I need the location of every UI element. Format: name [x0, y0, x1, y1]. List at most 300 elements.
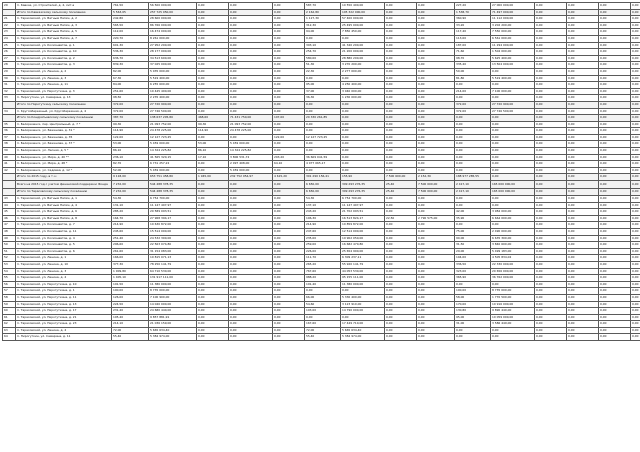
table-row	[3, 29, 640, 36]
value-cell: 0,00	[417, 62, 455, 69]
value-cell: 0,00	[273, 42, 305, 49]
value-cell: 0,00	[417, 235, 455, 242]
value-cell: 2 417,10	[455, 189, 491, 196]
value-cell: 14 790 000,00	[341, 308, 385, 315]
row-number-cell: 38	[3, 141, 16, 148]
value-cell: 0,00	[631, 215, 640, 222]
value-cell: 105 322 000,00	[341, 9, 385, 16]
value-cell: 0,00	[599, 228, 631, 235]
value-cell: 7 500 000,00	[417, 181, 455, 189]
value-cell: 0,00	[273, 189, 305, 196]
value-cell: 0,00	[197, 22, 229, 29]
value-cell: 16 513 824,17	[341, 215, 385, 222]
value-cell: 31,50	[455, 242, 491, 249]
value-cell: 1 538,70	[455, 9, 491, 16]
value-cell: 0,00	[567, 248, 599, 255]
value-cell: 21 200 000,00	[341, 49, 385, 56]
value-cell: 0,00	[273, 294, 305, 301]
value-cell: 0,00	[417, 294, 455, 301]
value-cell: 0,00	[567, 148, 599, 155]
row-number-cell: 29	[3, 68, 16, 75]
value-cell: 0,00	[305, 121, 341, 128]
value-cell: 104,00	[455, 255, 491, 262]
value-cell: 9 890 440,00	[491, 308, 535, 315]
value-cell: 0,00	[455, 222, 491, 229]
value-cell: 10 550 400,00	[341, 3, 385, 10]
value-cell: 0,00	[455, 196, 491, 203]
value-cell: 0,00	[631, 261, 640, 268]
value-cell: 86,10	[197, 148, 229, 155]
value-cell: 0,00	[535, 167, 567, 174]
value-cell: 170,00	[455, 301, 491, 308]
value-cell: 0,00	[385, 327, 417, 334]
value-cell: 0,00	[197, 181, 229, 189]
value-cell: 0,00	[341, 134, 385, 141]
address-cell: п. Тарасовский, ул. Космонавтов, д. 7	[16, 222, 112, 229]
value-cell: 0,00	[455, 327, 491, 334]
value-cell: 0,00	[229, 314, 273, 321]
value-cell: 2 790 575,00	[417, 215, 455, 222]
value-cell: 0,00	[535, 95, 567, 102]
value-cell: 6 650,00	[305, 189, 341, 196]
value-cell: 0,00	[599, 255, 631, 262]
address-cell: п. Тарасовский, ул. Космонавтов, д. 11	[16, 228, 112, 235]
value-cell: 6 309 237,11	[341, 255, 385, 262]
value-cell: 2 277 000,00	[341, 68, 385, 75]
row-number-cell: 31	[3, 82, 16, 89]
value-cell: 0,00	[599, 101, 631, 108]
value-cell: 0,00	[599, 248, 631, 255]
value-cell: 137,10	[305, 202, 341, 209]
value-cell: 0,00	[273, 75, 305, 82]
value-cell: 0,00	[455, 128, 491, 135]
value-cell: 0,00	[417, 49, 455, 56]
value-cell: 0,00	[535, 261, 567, 268]
value-cell: 0,00	[341, 167, 385, 174]
value-cell: 0,00	[535, 174, 567, 181]
value-cell: 12 127 723,25	[149, 134, 197, 141]
value-cell: 0,00	[385, 49, 417, 56]
address-cell: Итого по 2015 году, в т.ч.:	[16, 174, 112, 181]
address-cell: п. Белореченск, ул. Баженова, д. 37 *	[16, 141, 112, 148]
value-cell: 0,00	[385, 308, 417, 315]
value-cell: 0,00	[535, 301, 567, 308]
value-cell: 0,00	[535, 161, 567, 168]
value-cell: 0,00	[567, 215, 599, 222]
value-cell: 0,00	[631, 88, 640, 95]
value-cell: 0,00	[273, 148, 305, 155]
value-cell: 21 702 093,51	[341, 209, 385, 216]
value-cell: 365,90	[455, 275, 491, 282]
value-cell: 0,00	[229, 22, 273, 29]
value-cell: 0,00	[385, 301, 417, 308]
value-cell: 0,00	[197, 275, 229, 282]
value-cell: 27 952 200,00	[149, 42, 197, 49]
value-cell: 22 563 074,80	[149, 242, 197, 249]
value-cell: 0,00	[417, 321, 455, 328]
value-cell: 2 152,30	[417, 174, 455, 181]
value-cell: 0,00	[417, 202, 455, 209]
value-cell: 7 500 600,00	[385, 174, 417, 181]
value-cell: 24 478 225,00	[149, 128, 197, 135]
value-cell: 0,00	[229, 108, 273, 115]
table-row	[3, 82, 640, 89]
value-cell: 0,00	[385, 115, 417, 122]
value-cell: 131 917 111,00	[149, 275, 197, 282]
value-cell: 0,00	[417, 141, 455, 148]
value-cell: 164,70	[112, 215, 149, 222]
value-cell: 0,00	[567, 3, 599, 10]
value-cell: 0,00	[197, 9, 229, 16]
value-cell: 251,40	[112, 235, 149, 242]
value-cell: 0,00	[599, 95, 631, 102]
value-cell: 0,00	[273, 334, 305, 341]
table-row	[3, 308, 640, 315]
value-cell: 0,00	[631, 148, 640, 155]
value-cell: 0,00	[535, 55, 567, 62]
value-cell: 0,00	[567, 16, 599, 23]
value-cell: 0,00	[417, 42, 455, 49]
value-cell: 0,00	[631, 154, 640, 161]
value-cell: 0,00	[631, 49, 640, 56]
value-cell: 0,00	[273, 35, 305, 42]
value-cell: 0,00	[567, 181, 599, 189]
value-cell: 6 754 700,00	[149, 196, 197, 203]
value-cell: 0,00	[631, 301, 640, 308]
value-cell: 0,00	[599, 268, 631, 275]
value-cell: 0,00	[631, 29, 640, 36]
value-cell: 5 459 000,00	[229, 167, 273, 174]
value-cell: 257 725 050,00	[149, 9, 197, 16]
value-cell: 0,00	[567, 242, 599, 249]
value-cell: 0,00	[197, 42, 229, 49]
value-cell: 14 324 225,82	[229, 148, 273, 155]
value-cell: 0,00	[229, 95, 273, 102]
value-cell: 0,00	[631, 327, 640, 334]
value-cell: 0,00	[273, 181, 305, 189]
value-cell: 0,00	[567, 108, 599, 115]
value-cell: 0,00	[417, 161, 455, 168]
row-number-cell: 57	[3, 288, 16, 295]
value-cell: 0,00	[273, 288, 305, 295]
value-cell: 323,00	[455, 268, 491, 275]
value-cell: 544 488 378,35	[149, 189, 197, 196]
value-cell: 0,00	[229, 268, 273, 275]
value-cell: 0,00	[273, 314, 305, 321]
value-cell: 0,00	[197, 281, 229, 288]
value-cell: 0,00	[229, 3, 273, 10]
value-cell: 14 324 225,82	[149, 148, 197, 155]
value-cell: 0,00	[455, 141, 491, 148]
value-cell: 0,00	[385, 128, 417, 135]
value-cell: 653 751 458,80	[149, 174, 197, 181]
value-cell: 17 449 710,00	[341, 321, 385, 328]
value-cell: 0,00	[197, 101, 229, 108]
value-cell: 0,00	[535, 82, 567, 89]
row-number-cell: 54	[3, 268, 16, 275]
value-cell: 0,00	[273, 3, 305, 10]
row-number-cell: 43	[3, 196, 16, 203]
row-number-cell: 27	[3, 55, 16, 62]
value-cell: 0,00	[631, 268, 640, 275]
value-cell: 82,70	[112, 161, 149, 168]
table-row	[3, 222, 640, 229]
value-cell: 138 637 205,80	[149, 115, 197, 122]
row-number-cell: 40	[3, 154, 16, 161]
value-cell: 82,00	[112, 68, 149, 75]
value-cell: 11 147 407,97	[149, 202, 197, 209]
value-cell: 36 762 000,00	[491, 275, 535, 282]
value-cell: 5 563,05	[112, 9, 149, 16]
value-cell: 0,00	[455, 134, 491, 141]
value-cell: 6 650,00	[305, 181, 341, 189]
value-cell: 8 261 000,00	[149, 35, 197, 42]
row-number-cell	[3, 9, 16, 16]
value-cell: 0,00	[273, 167, 305, 174]
value-cell: 0,00	[567, 321, 599, 328]
value-cell: 0,00	[197, 16, 229, 23]
value-cell: 261,60	[112, 248, 149, 255]
value-cell: 0,00	[229, 209, 273, 216]
value-cell: 0,00	[631, 101, 640, 108]
table-row	[3, 209, 640, 216]
table-row	[3, 121, 640, 128]
value-cell: 0,00	[455, 161, 491, 168]
value-cell: 0,00	[491, 167, 535, 174]
value-cell: 10 445 400,00	[149, 88, 197, 95]
value-cell: 0,00	[197, 95, 229, 102]
table-row	[3, 202, 640, 209]
value-cell: 0,00	[273, 196, 305, 203]
value-cell: 0,00	[417, 228, 455, 235]
value-cell: 0,00	[535, 22, 567, 29]
row-number-cell	[3, 189, 16, 196]
value-cell: 0,00	[417, 108, 455, 115]
value-cell: 1 504 000,00	[491, 49, 535, 56]
address-cell: п. Тарасовский, ул. Ленина, д. 3	[16, 268, 112, 275]
value-cell: 0,00	[491, 82, 535, 89]
value-cell: 0,00	[417, 9, 455, 16]
value-cell: 372,00	[112, 108, 149, 115]
value-cell: 1 127,30	[305, 16, 341, 23]
table-row	[3, 115, 640, 122]
value-cell: 0,00	[631, 222, 640, 229]
value-cell: 0,00	[599, 3, 631, 10]
table-row	[3, 22, 640, 29]
address-cell: п. Тарасовский, ул. Пирогуткина, д. 11	[16, 294, 112, 301]
value-cell: 0,00	[229, 134, 273, 141]
value-cell: 94,00	[305, 29, 341, 36]
value-cell: 7 550 000,00	[491, 29, 535, 36]
resettlement-program-table	[2, 2, 640, 341]
value-cell: 0,00	[229, 68, 273, 75]
value-cell: 0,00	[385, 261, 417, 268]
value-cell: 72,00	[305, 327, 341, 334]
address-cell: п. Тарасовский, ул. Ватным Нагим, д. 8	[16, 215, 112, 222]
value-cell: 0,00	[273, 82, 305, 89]
value-cell: 0,00	[385, 288, 417, 295]
value-cell: 0,00	[305, 128, 341, 135]
value-cell: 34 513 600,00	[149, 55, 197, 62]
value-cell: 11 112 000,00	[491, 16, 535, 23]
value-cell: 0,00	[197, 268, 229, 275]
value-cell: 0,00	[567, 281, 599, 288]
value-cell: 0,00	[385, 82, 417, 89]
value-cell: 0,00	[341, 101, 385, 108]
value-cell: 0,00	[567, 55, 599, 62]
value-cell: 11 380 000,00	[149, 281, 197, 288]
value-cell: 0,00	[535, 248, 567, 255]
value-cell: 0,00	[273, 281, 305, 288]
value-cell: 0,00	[455, 95, 491, 102]
row-number-cell: 41	[3, 161, 16, 168]
value-cell: 10 916 090,00	[491, 301, 535, 308]
value-cell: 0,00	[385, 321, 417, 328]
table-row	[3, 314, 640, 321]
row-number-cell: 33	[3, 95, 16, 102]
address-cell: п. Тарасовский, ул. Ленина, д. 10	[16, 261, 112, 268]
value-cell: 122,00	[273, 134, 305, 141]
value-cell: 0,00	[599, 288, 631, 295]
value-cell: 0,00	[273, 9, 305, 16]
value-cell: 0,00	[417, 35, 455, 42]
value-cell: 53,00	[112, 141, 149, 148]
value-cell: 0,00	[385, 255, 417, 262]
value-cell: 0,00	[229, 288, 273, 295]
value-cell: 0,00	[491, 128, 535, 135]
value-cell: 0,00	[417, 196, 455, 203]
value-cell: 0,00	[631, 209, 640, 216]
value-cell: 14 040 000,00	[149, 301, 197, 308]
value-cell: 0,00	[385, 68, 417, 75]
value-cell: 24 532 300,00	[149, 235, 197, 242]
value-cell: 0,00	[535, 3, 567, 10]
address-cell: п. Круглобережный, ул. Кругобережная, д. 4	[16, 108, 112, 115]
address-cell: п. Тарасовский, ул. Ватным Нагим, д. 3	[16, 22, 112, 29]
value-cell: 0,00	[535, 235, 567, 242]
value-cell: 0,00	[567, 196, 599, 203]
address-cell: п. Тарасовский, ул. Космонавтов, д. 1	[16, 42, 112, 49]
value-cell: 0,00	[341, 121, 385, 128]
value-cell: 0,00	[567, 228, 599, 235]
value-cell: 3 270 200,00	[341, 62, 385, 69]
value-cell: 0,00	[567, 202, 599, 209]
value-cell: 0,00	[599, 49, 631, 56]
value-cell: 0,00	[631, 181, 640, 189]
value-cell: 0,00	[535, 181, 567, 189]
value-cell: 0,00	[385, 167, 417, 174]
value-cell: 7 500 000,00	[417, 189, 455, 196]
value-cell: 5 519 400,00	[491, 75, 535, 82]
value-cell: 309 293 276,35	[341, 181, 385, 189]
table-row	[3, 16, 640, 23]
address-cell: п. Тарасовский, ул. Космонавтов, д. 4	[16, 235, 112, 242]
value-cell: 7 850 450,00	[341, 29, 385, 36]
value-cell: 155,90	[341, 174, 385, 181]
value-cell: 0,00	[273, 215, 305, 222]
value-cell: 767,60	[305, 268, 341, 275]
value-cell: 251,60	[112, 88, 149, 95]
value-cell: 10 630 872,00	[149, 222, 197, 229]
value-cell: 0,00	[417, 134, 455, 141]
value-cell: 0,00	[305, 75, 341, 82]
value-cell: 0,00	[305, 35, 341, 42]
table-row	[3, 35, 640, 42]
value-cell: 0,00	[567, 261, 599, 268]
table-row	[3, 196, 640, 203]
value-cell: 0,00	[197, 88, 229, 95]
value-cell: 0,00	[599, 327, 631, 334]
value-cell: 0,00	[385, 108, 417, 115]
value-cell: 0,00	[631, 68, 640, 75]
value-cell: 372,00	[112, 101, 149, 108]
value-cell: 1 230 000,00	[341, 95, 385, 102]
value-cell: 105,40	[112, 314, 149, 321]
value-cell: 0,00	[341, 128, 385, 135]
address-cell: Итого по Пирогуткину сельскому поселению	[16, 101, 112, 108]
value-cell: 0,00	[599, 128, 631, 135]
value-cell: 839,30	[112, 62, 149, 69]
address-cell: п. Пирогуткин, ул. Самарина, д. 11	[16, 334, 112, 341]
value-cell: 0,00	[385, 314, 417, 321]
value-cell: 0,00	[273, 321, 305, 328]
value-cell: 0,00	[567, 62, 599, 69]
row-number-cell: 35	[3, 121, 16, 128]
value-cell: 0,00	[341, 314, 385, 321]
value-cell: 193,00	[305, 308, 341, 315]
value-cell: 4 615,20	[273, 174, 305, 181]
value-cell: 0,00	[385, 121, 417, 128]
value-cell: 0,00	[385, 134, 417, 141]
value-cell: 0,00	[599, 308, 631, 315]
value-cell: 21 093 752,00	[149, 121, 197, 128]
value-cell: 0,00	[341, 148, 385, 155]
value-cell: 0,00	[197, 55, 229, 62]
value-cell: 0,00	[599, 235, 631, 242]
table-row	[3, 101, 640, 108]
row-number-cell: 58	[3, 294, 16, 301]
row-number-cell: 26	[3, 49, 16, 56]
table-row	[3, 281, 640, 288]
value-cell: 0,00	[229, 248, 273, 255]
value-cell: 0,00	[417, 242, 455, 249]
value-cell: 0,00	[599, 281, 631, 288]
value-cell: 0,00	[273, 327, 305, 334]
value-cell: 0,00	[273, 308, 305, 315]
value-cell: 165 000 000,00	[491, 189, 535, 196]
value-cell: 0,00	[491, 196, 535, 203]
value-cell: 0,00	[229, 62, 273, 69]
value-cell: 131,10	[112, 202, 149, 209]
value-cell: 0,00	[273, 101, 305, 108]
value-cell: 227,20	[455, 3, 491, 10]
address-cell: п. Тарасовский, ул. Космонавтов, д. 2	[16, 55, 112, 62]
address-cell: п. Тарасовский, ул. Ватным Нагим, д. 4	[16, 202, 112, 209]
value-cell: 17,10	[197, 154, 229, 161]
value-cell: 3 123 910,00	[341, 301, 385, 308]
value-cell: 0,00	[385, 101, 417, 108]
value-cell: 0,00	[273, 209, 305, 216]
table-row	[3, 327, 640, 334]
value-cell: 0,00	[631, 35, 640, 42]
value-cell: 0,00	[385, 75, 417, 82]
value-cell: 0,00	[229, 29, 273, 36]
value-cell: 126,00	[112, 294, 149, 301]
row-number-cell: 32	[3, 88, 16, 95]
value-cell: 5 384 974,00	[149, 334, 197, 341]
value-cell: 86 766 000,00	[149, 22, 197, 29]
value-cell: 0,00	[599, 121, 631, 128]
